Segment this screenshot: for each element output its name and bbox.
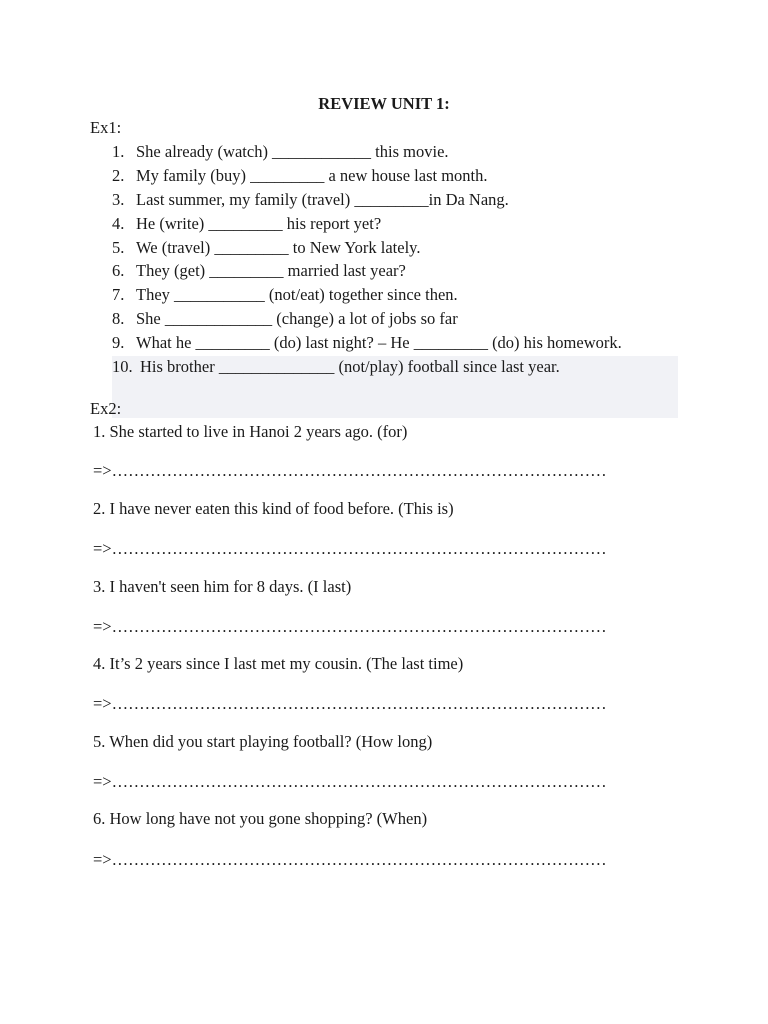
item-number: 3. [112,189,125,209]
item-number: 6. [112,261,125,281]
item-text: They (get) _________ married last year? [136,261,406,281]
item-number: 8. [112,309,125,329]
rewrite-question: 3. I haven't seen him for 8 days. (I last) [93,577,352,596]
answer-line[interactable]: =>……………………………………………………………………………… [93,850,607,869]
item-text: My family (buy) _________ a new house last month. [136,165,488,185]
item-text: He (write) _________ his report yet? [136,213,382,233]
item-text: They ___________ (not/eat) together since then. [136,285,458,305]
answer-line[interactable]: =>……………………………………………………………………………… [93,461,607,480]
rewrite-question: 2. I have never eaten this kind of food before. (This is) [93,499,454,518]
item-number: 7. [112,285,125,305]
rewrite-question: 4. It’s 2 years since I last met my cousin. (The last time) [93,654,464,673]
page-title: REVIEW UNIT 1: [318,94,450,113]
item-number: 5. [112,237,125,257]
answer-line[interactable]: =>……………………………………………………………………………… [93,694,607,713]
item-number: 1. [112,142,125,161]
item-number: 10. [112,357,133,377]
item-number: 9. [112,333,125,353]
item-text: What he _________ (do) last night? – He _________ (do) his homework. [136,333,622,353]
rewrite-question: 6. How long have not you gone shopping? (When) [93,809,428,828]
answer-line[interactable]: =>……………………………………………………………………………… [93,539,607,558]
item-text: Last summer, my family (travel) _________in Da Nang. [136,189,509,209]
answer-line[interactable]: =>……………………………………………………………………………… [93,772,607,791]
exercise-2-label: Ex2: [90,399,122,418]
answer-line[interactable]: =>……………………………………………………………………………… [93,617,607,636]
item-text: We (travel) _________ to New York lately. [136,237,421,257]
item-number: 2. [112,165,125,185]
item-text: She _____________ (change) a lot of jobs so far [136,309,458,329]
item-number: 4. [112,213,125,233]
rewrite-question: 5. When did you start playing football? (How long) [93,732,433,751]
item-text: She already (watch) ____________ this movie. [136,142,449,161]
exercise-1-label: Ex1: [90,118,122,137]
item-text: His brother ______________ (not/play) football since last year. [140,357,560,377]
rewrite-question: 1. She started to live in Hanoi 2 years ago. (for) [93,422,408,441]
